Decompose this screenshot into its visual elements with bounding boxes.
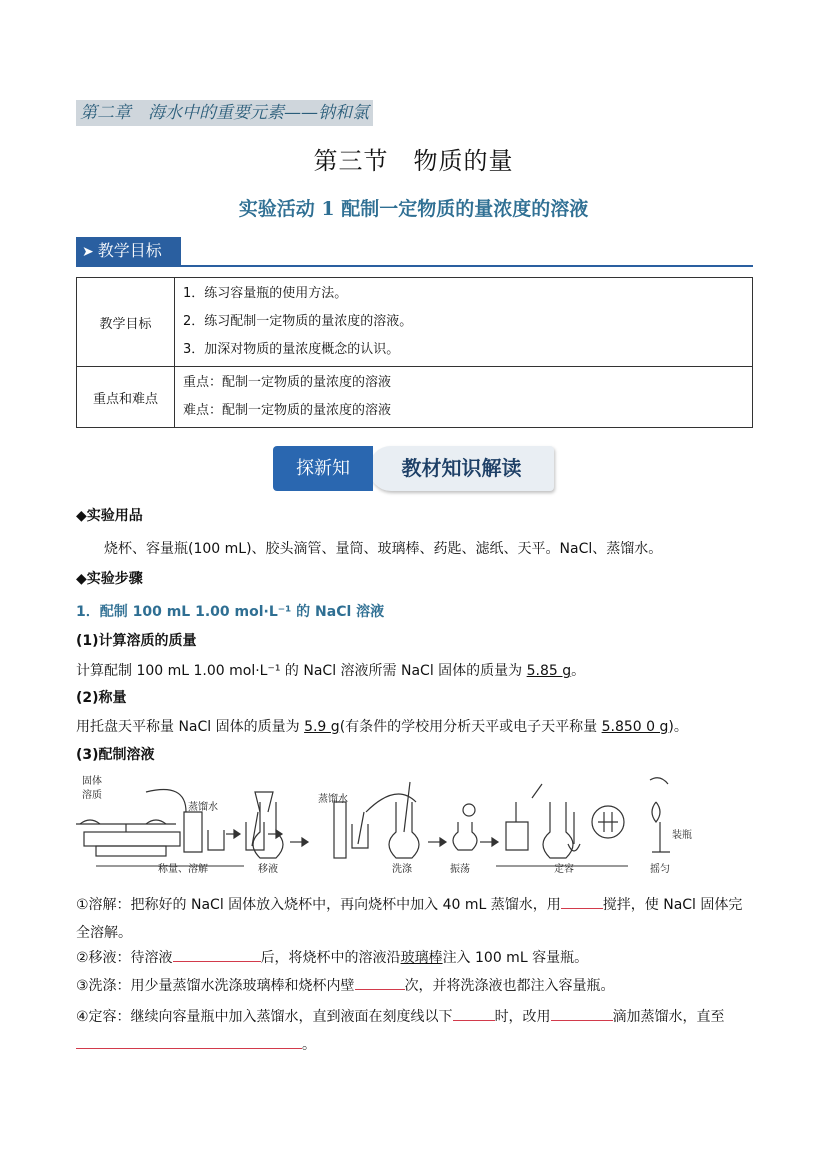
list-item: 3．加深对物质的量浓度概念的认识。 bbox=[183, 342, 400, 357]
text: 。 bbox=[571, 663, 586, 679]
prep-title: (3)配制溶液 bbox=[76, 747, 155, 763]
calc-title: (1)计算溶质的质量 bbox=[76, 633, 197, 649]
label-solid: 固体 bbox=[82, 776, 102, 787]
label-transfer: 移液 bbox=[258, 864, 278, 875]
text: ③洗涤：用少量蒸馏水洗涤玻璃棒和烧杯内壁 bbox=[76, 978, 355, 994]
materials-title: ◆实验用品 bbox=[76, 508, 143, 524]
text: ②移液：待溶液 bbox=[76, 950, 173, 966]
label-mix: 摇匀 bbox=[650, 864, 670, 875]
text: (有条件的学校用分析天平或电子天平称量 bbox=[339, 719, 598, 735]
answer-value: 5.85 g bbox=[526, 663, 572, 679]
answer-value: 5.9 g bbox=[304, 719, 340, 735]
transfer-text bbox=[76, 947, 588, 967]
shaking-flask-icon bbox=[453, 822, 477, 850]
list-item: 1．练习容量瓶的使用方法。 bbox=[183, 286, 348, 301]
table-header-goals: 教学目标 bbox=[77, 278, 175, 367]
label-wash: 洗涤 bbox=[392, 864, 412, 875]
text: 搅拌，使 NaCl 固体完 bbox=[602, 897, 743, 913]
goal-tag-label: 教学目标 bbox=[97, 241, 162, 260]
answer-blank[interactable] bbox=[453, 1006, 495, 1021]
text: ④定容：继续向容量瓶中加入蒸馏水，直到液面在刻度线以下 bbox=[76, 1009, 453, 1025]
list-item: 难点：配制一定物质的量浓度的溶液 bbox=[183, 403, 392, 418]
banner-right: 教材知识解读 bbox=[369, 446, 554, 491]
text: 次，并将洗涤液也都注入容量瓶。 bbox=[404, 978, 615, 994]
goal-tag bbox=[76, 237, 181, 265]
answer-blank[interactable] bbox=[355, 975, 405, 990]
answer-value: 5.850 0 g bbox=[601, 719, 669, 735]
cylinder-icon bbox=[334, 802, 346, 858]
section-title: 第三节 物质的量 bbox=[313, 147, 514, 175]
answer-blank[interactable] bbox=[173, 947, 261, 962]
text: 注入 100 mL 容量瓶。 bbox=[442, 950, 589, 966]
divider bbox=[76, 265, 753, 267]
list-item: 重点：配制一定物质的量浓度的溶液 bbox=[183, 375, 392, 390]
wash-text bbox=[76, 975, 615, 995]
invert-flask-icon bbox=[652, 802, 660, 822]
goals-table bbox=[76, 277, 753, 428]
materials-text: 烧杯、容量瓶(100 mL)、胶头滴管、量筒、玻璃棒、药匙、滤纸、天平。NaCl、蒸馏水。 bbox=[104, 541, 663, 557]
text: 全溶解。 bbox=[76, 925, 132, 941]
answer-blank[interactable] bbox=[551, 1006, 613, 1021]
table-row bbox=[77, 278, 753, 367]
answer-blank[interactable] bbox=[561, 894, 603, 909]
wash-bottle-icon bbox=[184, 812, 202, 852]
label-invert: 装瓶 bbox=[672, 830, 692, 841]
apparatus-figure bbox=[76, 772, 696, 878]
weigh-text bbox=[76, 716, 688, 736]
table-cell-keypoints bbox=[175, 367, 753, 428]
balance-icon bbox=[84, 832, 180, 846]
text: 。 bbox=[302, 1037, 316, 1053]
weigh-title: (2)称量 bbox=[76, 690, 127, 706]
label-water-2: 蒸馏水 bbox=[318, 794, 348, 805]
table-header-keypoints: 重点和难点 bbox=[77, 367, 175, 428]
text: 计算配制 100 mL 1.00 mol·L⁻¹ 的 NaCl 溶液所需 NaCl 固体的质量为 bbox=[76, 663, 523, 679]
table-cell-goals bbox=[175, 278, 753, 367]
fix-text bbox=[76, 1003, 756, 1059]
table-row bbox=[77, 367, 753, 428]
text: 时，改用 bbox=[494, 1009, 551, 1025]
beaker-icon bbox=[208, 830, 224, 850]
step1-title: 1．配制 100 mL 1.00 mol·L⁻¹ 的 NaCl 溶液 bbox=[76, 604, 385, 620]
answer-value: 玻璃棒 bbox=[400, 950, 443, 966]
steps-title: ◆实验步骤 bbox=[76, 571, 143, 587]
dissolve-text bbox=[76, 891, 756, 947]
label-weigh: 称量、溶解 bbox=[158, 864, 208, 875]
banner-left: 探新知 bbox=[273, 446, 373, 491]
activity-title: 实验活动 1 配制一定物质的量浓度的溶液 bbox=[238, 198, 589, 220]
calc-text bbox=[76, 660, 585, 680]
text: ①溶解：把称好的 NaCl 固体放入烧杯中，再向烧杯中加入 40 mL 蒸馏水，用 bbox=[76, 897, 561, 913]
answer-blank[interactable] bbox=[76, 1034, 302, 1049]
text: )。 bbox=[668, 719, 688, 735]
text: 用托盘天平称量 NaCl 固体的质量为 bbox=[76, 719, 300, 735]
section-banner bbox=[273, 446, 554, 491]
text: 后，将烧杯中的溶液沿 bbox=[260, 950, 401, 966]
label-volume: 定容 bbox=[554, 864, 574, 875]
label-solute: 溶质 bbox=[82, 790, 102, 801]
list-item: 2．练习配制一定物质的量浓度的溶液。 bbox=[183, 314, 413, 329]
chapter-title: 第二章 海水中的重要元素——钠和氯 bbox=[76, 100, 373, 126]
arrow-right-icon: ➤ bbox=[82, 244, 94, 260]
label-water: 蒸馏水 bbox=[188, 802, 218, 813]
label-shake: 振荡 bbox=[450, 864, 470, 875]
text: 滴加蒸馏水，直至 bbox=[612, 1009, 725, 1025]
